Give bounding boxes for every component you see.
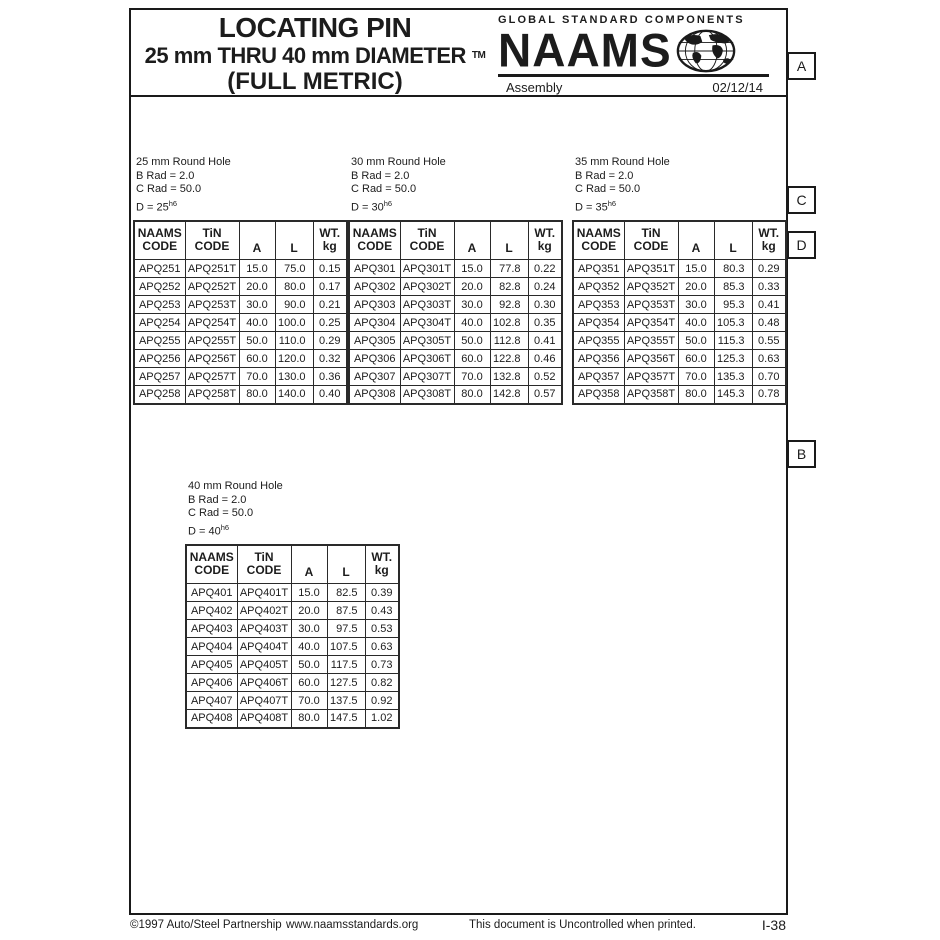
col-l: L	[327, 545, 365, 584]
table-cell: APQ407	[186, 692, 237, 710]
table-cell: APQ305	[349, 332, 400, 350]
table-row	[573, 332, 786, 350]
table-cell: APQ354T	[624, 314, 678, 332]
col-a: A	[239, 221, 275, 260]
table-cell: APQ406T	[237, 674, 291, 692]
col-wt: WT. kg	[528, 221, 562, 260]
table-row	[186, 710, 399, 728]
table-cell: 125.3	[714, 350, 752, 368]
pin-table-25mm	[133, 220, 348, 405]
table-cell: 20.0	[239, 278, 275, 296]
col-l: L	[714, 221, 752, 260]
table-row	[186, 674, 399, 692]
table-cell: APQ356T	[624, 350, 678, 368]
document-page	[129, 8, 788, 915]
table-cell: APQ356	[573, 350, 624, 368]
table-cell: 117.5	[327, 656, 365, 674]
table-cell: 80.0	[291, 710, 327, 728]
revision-date: 02/12/14	[712, 80, 763, 95]
table-cell: 92.8	[490, 296, 528, 314]
table-cell: APQ357T	[624, 368, 678, 386]
table-cell: 82.8	[490, 278, 528, 296]
table-row	[573, 260, 786, 278]
note-hole: 25 mm Round Hole	[136, 156, 231, 168]
col-wt: WT. kg	[752, 221, 786, 260]
table-cell: APQ308T	[400, 386, 454, 404]
section-notes	[348, 156, 563, 215]
section-25mm	[133, 156, 348, 405]
table-cell: APQ253	[134, 296, 185, 314]
table-row	[349, 314, 562, 332]
table-cell: 145.3	[714, 386, 752, 404]
table-row	[349, 386, 562, 404]
table-cell: 0.73	[365, 656, 399, 674]
table-header	[186, 545, 399, 584]
table-row	[573, 314, 786, 332]
table-cell: 147.5	[327, 710, 365, 728]
table-cell: APQ355	[573, 332, 624, 350]
table-cell: 0.70	[752, 368, 786, 386]
note-hole: 30 mm Round Hole	[351, 156, 446, 168]
table-cell: APQ404T	[237, 638, 291, 656]
table-row	[134, 260, 347, 278]
table-cell: 100.0	[275, 314, 313, 332]
col-tin-code: TiN CODE	[624, 221, 678, 260]
table-row	[349, 332, 562, 350]
table-row	[573, 368, 786, 386]
page-title: LOCATING PIN	[218, 12, 412, 43]
table-cell: 82.5	[327, 584, 365, 602]
table-cell: 0.63	[752, 350, 786, 368]
tolerance-superscript: h6	[168, 198, 178, 208]
table-cell: APQ358T	[624, 386, 678, 404]
brand-meta-row	[498, 77, 769, 95]
table-cell: APQ302T	[400, 278, 454, 296]
table-cell: 0.40	[313, 386, 347, 404]
table-cell: 30.0	[291, 620, 327, 638]
table-cell: APQ358	[573, 386, 624, 404]
table-cell: 0.22	[528, 260, 562, 278]
side-tab-a: A	[787, 52, 816, 80]
table-row	[134, 332, 347, 350]
table-cell: 0.48	[752, 314, 786, 332]
side-tab-b: B	[787, 440, 816, 468]
note-diameter: $D = 35^{h6}$	[575, 198, 617, 214]
table-cell: APQ304	[349, 314, 400, 332]
note-c-rad: C Rad = 50.0	[575, 183, 641, 195]
table-cell: 107.5	[327, 638, 365, 656]
table-cell: 40.0	[239, 314, 275, 332]
table-cell: 97.5	[327, 620, 365, 638]
table-cell: 0.46	[528, 350, 562, 368]
col-a: A	[291, 545, 327, 584]
table-cell: APQ401	[186, 584, 237, 602]
table-header	[134, 221, 347, 260]
table-row	[573, 278, 786, 296]
table-cell: APQ257T	[185, 368, 239, 386]
col-l: L	[275, 221, 313, 260]
table-cell: 40.0	[454, 314, 490, 332]
table-cell: 1.02	[365, 710, 399, 728]
section-notes	[572, 156, 787, 215]
table-cell: APQ304T	[400, 314, 454, 332]
table-cell: APQ254T	[185, 314, 239, 332]
table-cell: 15.0	[454, 260, 490, 278]
table-cell: APQ307	[349, 368, 400, 386]
table-row	[186, 584, 399, 602]
table-cell: 122.8	[490, 350, 528, 368]
table-cell: 40.0	[291, 638, 327, 656]
col-naams-code: NAAMS CODE	[134, 221, 185, 260]
table-row	[349, 278, 562, 296]
table-row	[134, 368, 347, 386]
table-cell: 80.0	[239, 386, 275, 404]
table-cell: 105.3	[714, 314, 752, 332]
table-cell: APQ357	[573, 368, 624, 386]
table-cell: 0.35	[528, 314, 562, 332]
table-cell: 77.8	[490, 260, 528, 278]
table-row	[134, 296, 347, 314]
table-cell: 50.0	[454, 332, 490, 350]
table-row	[349, 260, 562, 278]
tolerance-superscript: h6	[220, 522, 230, 532]
col-a: A	[678, 221, 714, 260]
page-footer	[129, 919, 788, 937]
naams-logo: NAAMS	[498, 23, 672, 77]
table-cell: 0.52	[528, 368, 562, 386]
table-row	[134, 350, 347, 368]
table-cell: 112.8	[490, 332, 528, 350]
table-cell: 60.0	[454, 350, 490, 368]
table-cell: 50.0	[239, 332, 275, 350]
pin-table-30mm	[348, 220, 563, 405]
table-cell: 0.25	[313, 314, 347, 332]
table-row	[573, 296, 786, 314]
globe-icon	[676, 29, 736, 73]
table-cell: 0.21	[313, 296, 347, 314]
note-hole: 40 mm Round Hole	[188, 480, 283, 492]
note-c-rad: C Rad = 50.0	[136, 183, 202, 195]
brand-tagline: GLOBAL STANDARD COMPONENTS	[498, 14, 745, 26]
note-diameter: $D = 25^{h6}$	[136, 198, 178, 214]
pin-table-35mm	[572, 220, 787, 405]
table-cell: 0.41	[528, 332, 562, 350]
table-cell: 0.17	[313, 278, 347, 296]
table-cell: 0.32	[313, 350, 347, 368]
table-cell: 80.0	[454, 386, 490, 404]
table-cell: APQ301	[349, 260, 400, 278]
table-cell: 50.0	[291, 656, 327, 674]
table-row	[349, 368, 562, 386]
table-cell: 0.39	[365, 584, 399, 602]
col-naams-code: NAAMS CODE	[349, 221, 400, 260]
table-cell: 0.41	[752, 296, 786, 314]
table-row	[134, 386, 347, 404]
col-tin-code: TiN CODE	[185, 221, 239, 260]
table-cell: APQ402T	[237, 602, 291, 620]
table-cell: 132.8	[490, 368, 528, 386]
table-cell: APQ354	[573, 314, 624, 332]
table-cell: 0.63	[365, 638, 399, 656]
table-cell: APQ352	[573, 278, 624, 296]
pin-table-40mm	[185, 544, 400, 729]
table-row	[134, 278, 347, 296]
table-cell: APQ305T	[400, 332, 454, 350]
table-cell: 30.0	[239, 296, 275, 314]
page-subtitle-2: (FULL METRIC)	[227, 68, 403, 95]
table-cell: 80.0	[275, 278, 313, 296]
table-cell: 80.0	[678, 386, 714, 404]
note-c-rad: C Rad = 50.0	[351, 183, 417, 195]
table-cell: 0.53	[365, 620, 399, 638]
table-row	[186, 602, 399, 620]
table-cell: APQ256	[134, 350, 185, 368]
table-cell: 95.3	[714, 296, 752, 314]
col-a: A	[454, 221, 490, 260]
note-hole: 35 mm Round Hole	[575, 156, 670, 168]
table-cell: APQ403T	[237, 620, 291, 638]
table-cell: 0.33	[752, 278, 786, 296]
table-cell: 80.3	[714, 260, 752, 278]
section-40mm	[185, 480, 400, 729]
section-35mm	[572, 156, 787, 405]
col-wt: WT. kg	[365, 545, 399, 584]
side-tab-d: D	[787, 231, 816, 259]
section-notes	[185, 480, 400, 539]
page-header	[131, 10, 786, 97]
table-cell: APQ306	[349, 350, 400, 368]
table-cell: 70.0	[239, 368, 275, 386]
table-cell: 60.0	[678, 350, 714, 368]
brand-logo-row	[498, 23, 769, 77]
note-diameter: $D = 30^{h6}$	[351, 198, 393, 214]
table-cell: APQ406	[186, 674, 237, 692]
table-cell: APQ303T	[400, 296, 454, 314]
table-cell: APQ251T	[185, 260, 239, 278]
table-cell: 70.0	[454, 368, 490, 386]
table-cell: 30.0	[454, 296, 490, 314]
col-wt: WT. kg	[313, 221, 347, 260]
table-cell: 120.0	[275, 350, 313, 368]
col-naams-code: NAAMS CODE	[186, 545, 237, 584]
uncontrolled-notice: This document is Uncontrolled when printed.	[469, 919, 696, 931]
note-b-rad: B Rad = 2.0	[136, 169, 195, 182]
table-cell: 15.0	[678, 260, 714, 278]
table-cell: 130.0	[275, 368, 313, 386]
table-cell: APQ407T	[237, 692, 291, 710]
copyright-text: ©1997 Auto/Steel Partnership	[130, 919, 282, 931]
trademark-symbol: TM	[471, 50, 486, 61]
tolerance-superscript: h6	[607, 198, 617, 208]
table-cell: APQ408T	[237, 710, 291, 728]
table-cell: APQ303	[349, 296, 400, 314]
table-cell: APQ256T	[185, 350, 239, 368]
table-cell: 140.0	[275, 386, 313, 404]
table-row	[134, 314, 347, 332]
table-cell: APQ401T	[237, 584, 291, 602]
table-cell: 70.0	[678, 368, 714, 386]
note-c-rad: C Rad = 50.0	[188, 507, 254, 519]
table-cell: 127.5	[327, 674, 365, 692]
table-cell: APQ352T	[624, 278, 678, 296]
table-row	[186, 638, 399, 656]
note-b-rad: B Rad = 2.0	[351, 169, 410, 182]
table-cell: 15.0	[291, 584, 327, 602]
table-row	[186, 656, 399, 674]
table-cell: 137.5	[327, 692, 365, 710]
table-cell: 0.82	[365, 674, 399, 692]
table-cell: 40.0	[678, 314, 714, 332]
page-subtitle: 25 mm THRU 40 mm DIAMETER ™	[144, 43, 486, 68]
table-row	[573, 386, 786, 404]
table-cell: APQ255	[134, 332, 185, 350]
title-block	[131, 13, 499, 95]
table-cell: 30.0	[678, 296, 714, 314]
table-row	[573, 350, 786, 368]
table-cell: APQ402	[186, 602, 237, 620]
note-diameter: $D = 40^{h6}$	[188, 522, 230, 538]
table-cell: 20.0	[454, 278, 490, 296]
table-cell: APQ351T	[624, 260, 678, 278]
table-header	[573, 221, 786, 260]
table-cell: APQ308	[349, 386, 400, 404]
table-cell: 0.15	[313, 260, 347, 278]
table-cell: 0.55	[752, 332, 786, 350]
table-cell: APQ301T	[400, 260, 454, 278]
brand-category: Assembly	[506, 80, 563, 95]
col-naams-code: NAAMS CODE	[573, 221, 624, 260]
note-b-rad: B Rad = 2.0	[575, 169, 634, 182]
table-cell: 142.8	[490, 386, 528, 404]
table-cell: 87.5	[327, 602, 365, 620]
table-row	[349, 296, 562, 314]
table-cell: 20.0	[291, 602, 327, 620]
table-cell: APQ307T	[400, 368, 454, 386]
table-cell: APQ408	[186, 710, 237, 728]
tolerance-superscript: h6	[383, 198, 393, 208]
table-cell: APQ253T	[185, 296, 239, 314]
table-cell: 0.36	[313, 368, 347, 386]
table-cell: 90.0	[275, 296, 313, 314]
table-cell: 75.0	[275, 260, 313, 278]
table-header	[349, 221, 562, 260]
table-cell: 60.0	[291, 674, 327, 692]
section-notes	[133, 156, 348, 215]
table-cell: APQ403	[186, 620, 237, 638]
table-cell: 85.3	[714, 278, 752, 296]
table-row	[186, 692, 399, 710]
table-cell: APQ405	[186, 656, 237, 674]
table-cell: APQ351	[573, 260, 624, 278]
table-cell: 0.43	[365, 602, 399, 620]
table-cell: APQ404	[186, 638, 237, 656]
table-cell: 0.78	[752, 386, 786, 404]
table-cell: APQ353T	[624, 296, 678, 314]
table-cell: APQ353	[573, 296, 624, 314]
table-cell: 0.24	[528, 278, 562, 296]
table-cell: 0.29	[752, 260, 786, 278]
table-cell: 50.0	[678, 332, 714, 350]
table-cell: 15.0	[239, 260, 275, 278]
table-cell: APQ405T	[237, 656, 291, 674]
website-text: www.naamsstandards.org	[286, 919, 419, 931]
table-cell: APQ252T	[185, 278, 239, 296]
table-row	[186, 620, 399, 638]
table-row	[349, 350, 562, 368]
table-cell: 0.57	[528, 386, 562, 404]
table-cell: APQ258	[134, 386, 185, 404]
table-cell: APQ258T	[185, 386, 239, 404]
side-tab-c: C	[787, 186, 816, 214]
table-cell: 135.3	[714, 368, 752, 386]
table-cell: APQ306T	[400, 350, 454, 368]
table-cell: 0.92	[365, 692, 399, 710]
table-cell: APQ355T	[624, 332, 678, 350]
table-cell: APQ251	[134, 260, 185, 278]
table-cell: APQ254	[134, 314, 185, 332]
table-cell: 0.30	[528, 296, 562, 314]
col-l: L	[490, 221, 528, 260]
table-cell: 0.29	[313, 332, 347, 350]
section-30mm	[348, 156, 563, 405]
table-cell: APQ302	[349, 278, 400, 296]
naams-brand-block	[498, 12, 769, 94]
table-cell: APQ257	[134, 368, 185, 386]
table-cell: APQ255T	[185, 332, 239, 350]
table-cell: 110.0	[275, 332, 313, 350]
col-tin-code: TiN CODE	[400, 221, 454, 260]
table-cell: 60.0	[239, 350, 275, 368]
col-tin-code: TiN CODE	[237, 545, 291, 584]
table-cell: APQ252	[134, 278, 185, 296]
table-cell: 115.3	[714, 332, 752, 350]
page-number: I-38	[761, 917, 786, 933]
note-b-rad: B Rad = 2.0	[188, 493, 247, 506]
table-cell: 102.8	[490, 314, 528, 332]
table-cell: 20.0	[678, 278, 714, 296]
table-cell: 70.0	[291, 692, 327, 710]
